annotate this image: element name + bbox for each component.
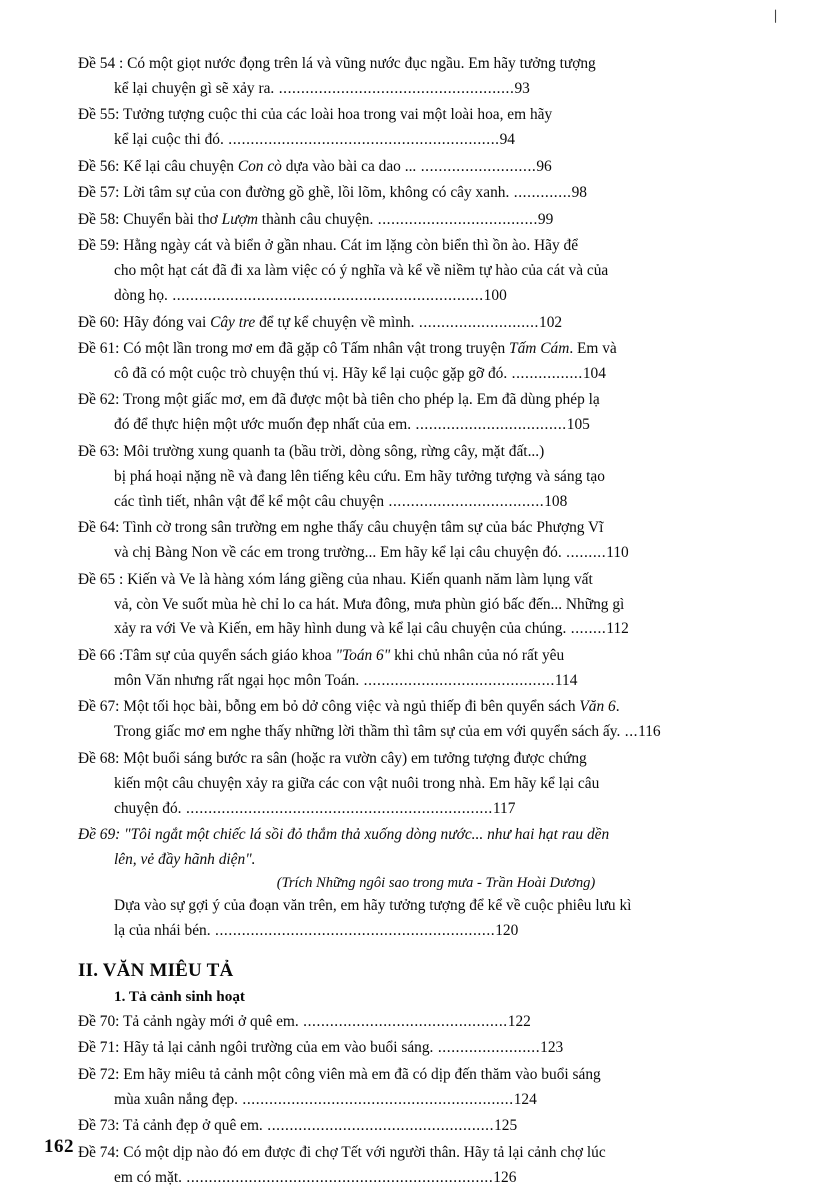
dot-leader: ....................... xyxy=(433,1039,541,1057)
dot-leader: ..................................................................... xyxy=(181,1168,494,1186)
dot-leader: .............................................. xyxy=(298,1012,508,1030)
attribution-prefix: (Trích xyxy=(276,875,317,891)
dot-leader: .......................... xyxy=(416,157,537,175)
toc-page-number: 125 xyxy=(494,1117,518,1135)
toc-entry[interactable]: Đề 71: Hãy tả lại cảnh ngôi trường của em vào buổi sáng. .......................123 xyxy=(78,1039,564,1057)
toc-entry[interactable]: Đề 63: Môi trường xung quanh ta (bầu trời, dòng sông, rừng cây, mặt đất...) bị phá hoại nặng nề và đang lên tiếng kêu cứu. Em hãy tưởng tượng và sáng tạo các tình tiết, nhân vật để kể một câu chuyện ...................................108 xyxy=(78,442,605,510)
dot-leader: ............................................................... xyxy=(210,921,496,939)
work-title: "Toán 6" xyxy=(335,646,391,664)
toc-page-number: 120 xyxy=(495,921,519,939)
dot-leader: ......... xyxy=(561,544,607,562)
toc-entry[interactable]: Đề 58: Chuyển bài thơ Lượm thành câu chuyện. ....................................99 xyxy=(78,210,554,228)
attribution-title: Những ngôi sao trong mưa xyxy=(316,875,474,891)
toc-page-number: 102 xyxy=(539,313,563,331)
work-title: Con cò xyxy=(237,157,282,175)
toc-page-number: 110 xyxy=(606,544,629,562)
toc-page-number: 100 xyxy=(483,287,507,305)
toc-entry[interactable]: Đề 64: Tình cờ trong sân trường em nghe thấy câu chuyện tâm sự của bác Phượng Vĩ và chị Bàng Non về các em trong trường... Em hãy kể lại câu chuyện đó. .........110 xyxy=(78,519,629,562)
toc-entry[interactable]: Đề 67: Một tối học bài, bỗng em bỏ dở công việc và ngủ thiếp đi bên quyển sách Văn 6. Trong giấc mơ em nghe thấy những lời thầm thì tâm sự của em với quyển sách ấy. ...116 xyxy=(78,698,661,741)
dot-leader: ................................................... xyxy=(262,1117,495,1135)
dot-leader: ........................................... xyxy=(359,671,555,689)
dot-leader: ............................................................. xyxy=(237,1090,514,1108)
dot-leader: ... xyxy=(620,723,639,741)
toc-list-narrative xyxy=(78,52,758,873)
page-number: 162 xyxy=(44,1136,74,1157)
table-of-contents xyxy=(78,52,758,1191)
work-title: Văn 6 xyxy=(579,698,616,716)
toc-page-number: 123 xyxy=(540,1039,564,1057)
attribution-line xyxy=(78,875,758,892)
work-title: Lượm xyxy=(221,210,258,228)
toc-entry[interactable]: Đề 54 : Có một giọt nước đọng trên lá và vũng nước đục ngầu. Em hãy tưởng tượng kể lại chuyện gì sẽ xảy ra. .....................................................93 xyxy=(78,55,596,97)
toc-page-number: 98 xyxy=(571,184,587,202)
toc-entry[interactable]: Đề 72: Em hãy miêu tả cảnh một công viên mà em đã có dịp đến thăm vào buổi sáng mùa xuân nắng đẹp. .............................................................124 xyxy=(78,1065,601,1108)
attribution-suffix: - Trần Hoài Dương) xyxy=(473,875,596,891)
sub-heading: 1. Tả cảnh sinh hoạt xyxy=(114,987,245,1005)
toc-page-number: 117 xyxy=(492,799,516,817)
dot-leader: ................ xyxy=(507,364,583,382)
toc-entry[interactable]: Đề 55: Tưởng tượng cuộc thi của các loài hoa trong vai một loài hoa, em hãy kể lại cuộc thi đó. .............................................................94 xyxy=(78,106,553,149)
work-title: Cây tre xyxy=(210,313,256,331)
dot-leader: .................................. xyxy=(411,416,567,434)
toc-page-number: 105 xyxy=(566,416,590,434)
toc-page-number: 108 xyxy=(544,492,568,510)
toc-entry[interactable]: Đề 70: Tả cảnh ngày mới ở quê em. ..............................................122 xyxy=(78,1012,531,1030)
dot-leader: ..................................................... xyxy=(274,79,515,97)
toc-page-number: 124 xyxy=(513,1090,537,1108)
toc-entry[interactable]: Đề 66 :Tâm sự của quyển sách giáo khoa "Toán 6" khi chủ nhân của nó rất yêu môn Văn nhưng rất ngại học môn Toán. ...........................................114 xyxy=(78,646,578,689)
toc-page-number: 104 xyxy=(582,364,606,382)
toc-page-number: 126 xyxy=(493,1168,517,1186)
toc-page-number: 112 xyxy=(606,620,629,638)
toc-page-number: 122 xyxy=(507,1012,531,1030)
dot-leader: ............. xyxy=(509,184,572,202)
toc-entry[interactable]: Đề 62: Trong một giấc mơ, em đã được một bà tiên cho phép lạ. Em đã dùng phép lạ đó để thực hiện một ước muốn đẹp nhất của em. ..................................105 xyxy=(78,391,600,434)
toc-page-number: 116 xyxy=(638,723,661,741)
toc-list-descriptive xyxy=(78,1010,758,1191)
toc-entry[interactable]: Đề 60: Hãy đóng vai Cây tre để tự kể chuyện về mình. ...........................102 xyxy=(78,313,563,331)
toc-entry[interactable]: Đề 73: Tả cảnh đẹp ở quê em. ...................................................125 xyxy=(78,1117,518,1135)
toc-entry[interactable]: Đề 74: Có một dịp nào đó em được đi chợ Tết với người thân. Hãy tả lại cảnh chợ lúc em có mặt. .....................................................................126 xyxy=(78,1143,606,1186)
toc-entry[interactable]: Đề 59: Hằng ngày cát và biển ở gần nhau. Cát im lặng còn biển thì ồn ào. Hãy để cho một hạt cát đã đi xa làm việc có ý nghĩa và kể về niềm tự hào của cát và của dòng họ. ......................................................................100 xyxy=(78,237,609,305)
section-heading: II. VĂN MIÊU TẢ xyxy=(78,959,234,981)
toc-page-number: 94 xyxy=(499,131,515,149)
dot-leader: ........................... xyxy=(414,313,540,331)
toc-entry[interactable]: Đề 61: Có một lần trong mơ em đã gặp cô Tấm nhân vật trong truyện Tấm Cám. Em và cô đã có một cuộc trò chuyện thú vị. Hãy kể lại cuộc gặp gỡ đó. ................104 xyxy=(78,339,617,382)
toc-page-number: 114 xyxy=(554,671,578,689)
toc-entry[interactable]: Đề 57: Lời tâm sự của con đường gồ ghề, lồi lõm, không có cây xanh. .............98 xyxy=(78,184,587,202)
toc-entry[interactable]: Đề 65 : Kiến và Ve là hàng xóm láng giềng của nhau. Kiến quanh năm làm lụng vất vả, còn Ve suốt mùa hè chỉ lo ca hát. Mưa đông, mưa phùn gió bấc đến... Những gì xảy ra với Ve và Kiến, em hãy hình dung và kể lại câu chuyện của chúng. ........112 xyxy=(78,570,629,638)
toc-entry[interactable]: Dựa vào sự gợi ý của đoạn văn trên, em hãy tưởng tượng để kể về cuộc phiêu lưu kì lạ của nhái bén. ...............................................................120 xyxy=(114,897,632,939)
page-top-mark: ▕ xyxy=(767,11,776,23)
toc-page-number: 99 xyxy=(537,210,554,228)
toc-entry[interactable]: Đề 68: Một buổi sáng bước ra sân (hoặc ra vườn cây) em tưởng tượng được chứng kiến một câu chuyện xảy ra giữa các con vật nuôi trong nhà. Em hãy kể lại câu chuyện đó. .....................................................................117 xyxy=(78,749,600,817)
work-title: Tấm Cám xyxy=(509,339,570,357)
toc-entry-de-69-tail xyxy=(78,894,758,944)
toc-entry[interactable]: Đề 56: Kể lại câu chuyện Con cò dựa vào bài ca dao ... ..........................96 xyxy=(78,157,552,175)
dot-leader: ..................................................................... xyxy=(181,799,493,817)
dot-leader: .................................... xyxy=(373,210,538,228)
dot-leader: ...................................................................... xyxy=(167,287,484,305)
toc-page-number: 96 xyxy=(536,157,552,175)
toc-page-number: 93 xyxy=(514,79,530,97)
dot-leader: ........ xyxy=(566,620,607,638)
toc-entry[interactable]: Đề 69: "Tôi ngắt một chiếc lá sồi đỏ thắm thả xuống dòng nước... như hai hạt rau dền lên, vẻ đầy hãnh diện". xyxy=(78,826,610,869)
dot-leader: ............................................................. xyxy=(223,131,500,149)
dot-leader: ................................... xyxy=(384,492,545,510)
